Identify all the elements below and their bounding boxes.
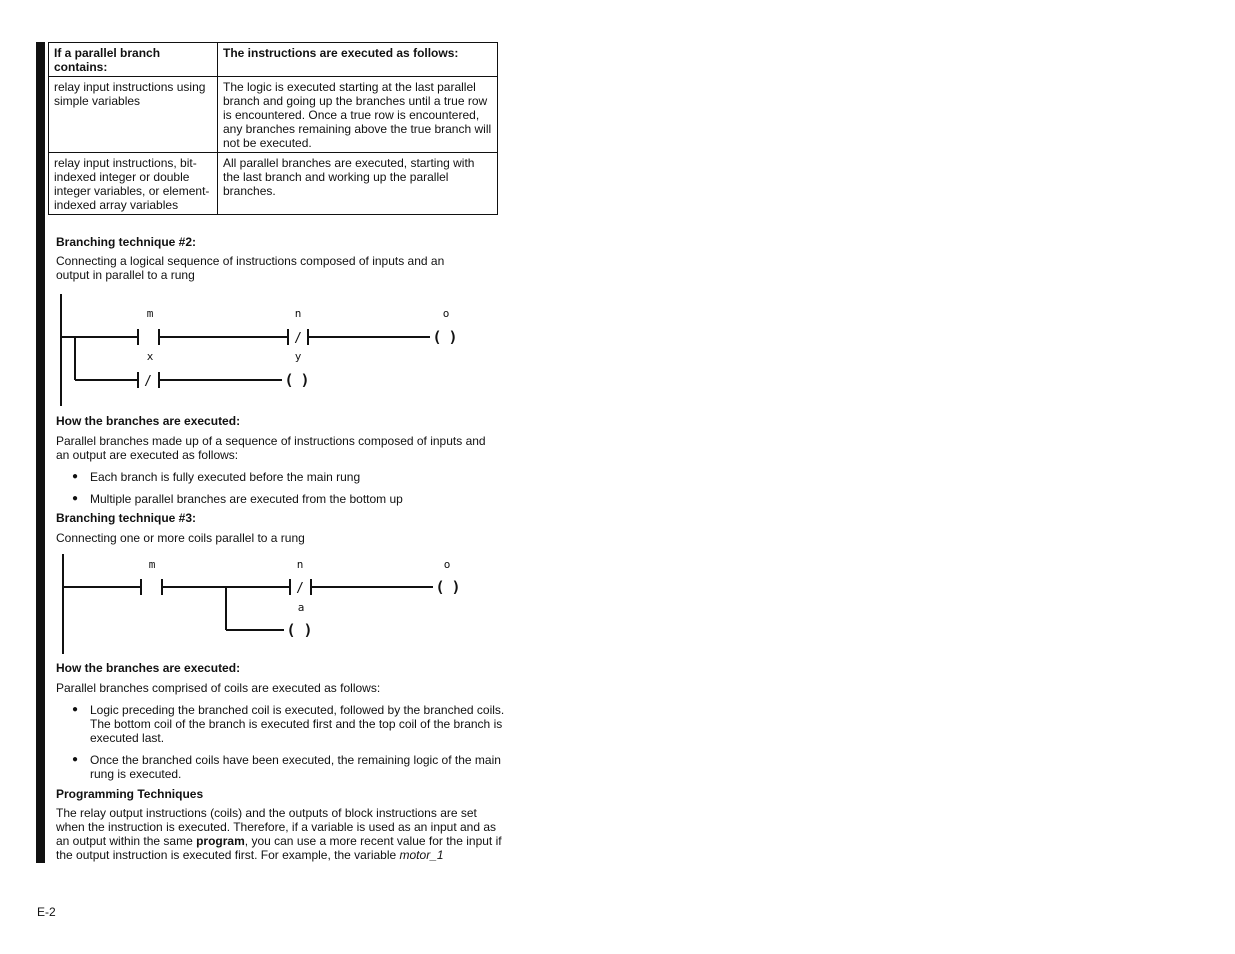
technique2-description: Connecting a logical sequence of instructions composed of inputs and an output in parallel to a rung bbox=[56, 254, 445, 282]
table-header-row bbox=[49, 43, 498, 77]
table-header-cell: The instructions are executed as follows: bbox=[218, 43, 498, 77]
contact-label-x: x bbox=[146, 350, 154, 363]
list-item-text: Logic preceding the branched coil is executed, followed by the branched coils. The bottom coil of the branch is executed first and the top coil of the branch is executed last. bbox=[90, 703, 505, 745]
contact-label-n: n bbox=[296, 558, 304, 571]
margin-bar bbox=[36, 42, 45, 863]
bullet-icon: ● bbox=[72, 704, 79, 715]
branch-execution-table bbox=[48, 42, 498, 215]
coil-label-o: o bbox=[442, 307, 450, 320]
nc-contact-slash: / bbox=[144, 374, 152, 389]
programming-heading: Programming Techniques bbox=[56, 787, 204, 801]
technique3-execution-heading: How the branches are executed: bbox=[56, 661, 241, 675]
contact-label-m: m bbox=[148, 558, 156, 571]
ladder-diagram-technique2 bbox=[58, 292, 468, 408]
programming-paragraph bbox=[56, 806, 504, 862]
list-item-text: Multiple parallel branches are executed from the bottom up bbox=[90, 492, 403, 506]
coil-label-o: o bbox=[443, 558, 451, 571]
coil-close-paren: ) bbox=[451, 578, 461, 596]
table-cell: relay input instructions, bit-indexed integer or double integer variables, or element-indexed array variables bbox=[49, 153, 218, 215]
nc-contact-slash: / bbox=[294, 331, 302, 346]
table-header-cell: If a parallel branch contains: bbox=[49, 43, 218, 77]
coil-label-a: a bbox=[297, 601, 305, 614]
table-cell: The logic is executed starting at the last parallel branch and going up the branches until a true row is encountered. Once a true row is encountered, any branches remaining above the true branch will not be executed. bbox=[218, 77, 498, 153]
page-number: E-2 bbox=[37, 905, 56, 919]
paragraph-text: The relay output instructions (coils) and the outputs of block instructions are set when the instruction is executed. Therefore, if a variable is used as an input and as an output within the same bbox=[56, 806, 497, 848]
coil-open-paren: ( bbox=[284, 371, 294, 389]
list-item-text: Each branch is fully executed before the main rung bbox=[90, 470, 361, 484]
paragraph-text: , you can use a more recent value for the input if the output instruction is executed first. For example, the variable bbox=[56, 834, 502, 862]
bullet-icon: ● bbox=[72, 471, 79, 482]
technique3-execution-intro: Parallel branches comprised of coils are executed as follows: bbox=[56, 681, 381, 695]
technique2-heading: Branching technique #2: bbox=[56, 235, 197, 249]
technique2-execution-heading: How the branches are executed: bbox=[56, 414, 241, 428]
table-row bbox=[49, 153, 498, 215]
bullet-icon: ● bbox=[72, 493, 79, 504]
coil-open-paren: ( bbox=[432, 328, 442, 346]
ladder-diagram-technique3 bbox=[58, 552, 468, 658]
list-item-text: Once the branched coils have been executed, the remaining logic of the main rung is executed. bbox=[90, 753, 501, 781]
technique3-heading: Branching technique #3: bbox=[56, 511, 197, 525]
coil-open-paren: ( bbox=[435, 578, 445, 596]
coil-close-paren: ) bbox=[303, 621, 313, 639]
coil-open-paren: ( bbox=[286, 621, 296, 639]
table-row bbox=[49, 77, 498, 153]
technique3-description: Connecting one or more coils parallel to a rung bbox=[56, 531, 305, 545]
bullet-icon: ● bbox=[72, 754, 79, 765]
contact-label-m: m bbox=[146, 307, 154, 320]
table-cell: relay input instructions using simple variables bbox=[49, 77, 218, 153]
technique2-execution-intro: Parallel branches made up of a sequence of instructions composed of inputs and an output are executed as follows: bbox=[56, 434, 486, 462]
table-cell: All parallel branches are executed, starting with the last branch and working up the parallel branches. bbox=[218, 153, 498, 215]
coil-label-y: y bbox=[294, 350, 302, 363]
coil-close-paren: ) bbox=[300, 371, 310, 389]
contact-label-n: n bbox=[294, 307, 302, 320]
italic-term: motor_1 bbox=[399, 848, 444, 862]
coil-close-paren: ) bbox=[448, 328, 458, 346]
bold-term: program bbox=[196, 834, 245, 848]
nc-contact-slash: / bbox=[296, 581, 304, 596]
